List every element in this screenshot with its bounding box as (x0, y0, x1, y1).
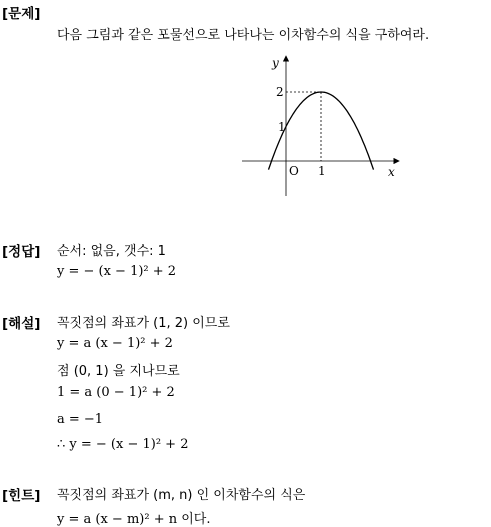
y-axis-label: y (272, 56, 279, 70)
explanation-tag: [해설] (2, 316, 41, 332)
parabola-graph (237, 52, 407, 198)
explanation-line-4: 1 = a (0 − 1)² + 2 (57, 385, 175, 400)
answer-line-2: y = − (x − 1)² + 2 (57, 264, 177, 279)
hint-line-1: 꼭짓점의 좌표가 (m, n) 인 이차함수의 식은 (57, 488, 306, 503)
tick-label-y-2: 2 (276, 85, 284, 99)
answer-line-1: 순서: 없음, 갯수: 1 (57, 244, 166, 259)
problem-tag: [문제] (2, 6, 41, 22)
explanation-line-3: 점 (0, 1) 을 지나므로 (57, 364, 180, 379)
y-intercept-label: 1 (278, 120, 286, 134)
explanation-line-1: 꼭짓점의 좌표가 (1, 2) 이므로 (57, 316, 230, 331)
explanation-line-5: a = −1 (57, 412, 104, 427)
hint-tag: [힌트] (2, 488, 41, 504)
explanation-line-6: ∴ y = − (x − 1)² + 2 (57, 437, 189, 452)
hint-line-2: y = a (x − m)² + n 이다. (57, 512, 211, 527)
origin-label: O (289, 164, 299, 178)
tick-label-x-1: 1 (318, 164, 326, 178)
answer-tag: [정답] (2, 244, 41, 260)
explanation-line-2: y = a (x − 1)² + 2 (57, 336, 173, 351)
x-axis-label: x (388, 165, 395, 179)
problem-text: 다음 그림과 같은 포물선으로 나타나는 이차함수의 식을 구하여라. (57, 28, 430, 43)
